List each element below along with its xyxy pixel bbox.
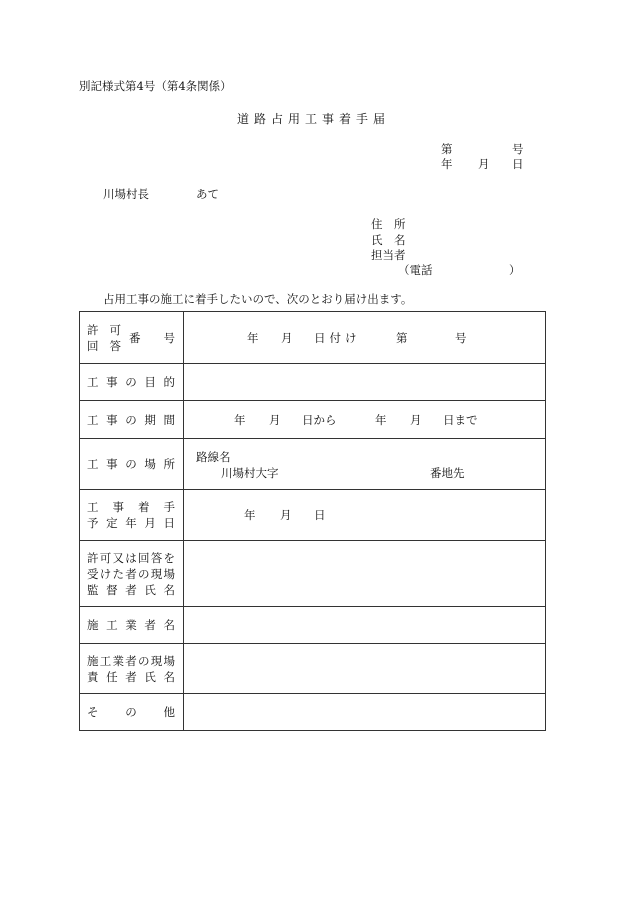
permit-number-label: 許可 回答 番号 [87,322,175,353]
date-day: 日 [512,157,524,171]
row-purpose [80,364,546,401]
address-label: 住 所 [371,217,406,231]
row-supervisor [80,541,546,607]
row-other [80,694,546,731]
contractor-label: 施工業者名 [87,618,175,632]
supervisor-label-1: 許可又は回答を [87,550,175,565]
village-label: 川場村大字 [221,466,279,480]
period-value[interactable]: 年 月 日から 年 月 日まで [184,401,546,439]
form-title: 道路占用工事着手届 [237,112,391,126]
row-period [80,401,546,439]
start-label-2: 予定年月日 [87,516,175,530]
notice-table [79,311,546,731]
manager-label-2: 責任者氏名 [87,669,175,684]
addressee-suffix: あて [196,187,219,201]
addressee-name: 川場村長 [103,187,149,201]
supervisor-label-2: 受けた者の現場 [87,566,175,581]
row-permit-number [80,312,546,364]
contact-label: 担当者 [371,248,406,262]
row-start-date [80,490,546,541]
date-year: 年 [441,157,453,171]
supervisor-label-3: 監督者氏名 [87,582,175,597]
date-month: 月 [478,157,490,171]
row-site-manager [80,644,546,694]
period-label: 工事の期間 [87,412,175,427]
supervisor-value[interactable] [184,541,546,607]
start-label-1: 工事着手 [87,500,175,514]
phone-close: ） [509,263,521,277]
site-manager-value[interactable] [184,644,546,694]
purpose-label: 工事の目的 [87,375,175,389]
location-value[interactable] [184,439,546,490]
manager-label-1: 施工業者の現場 [87,653,175,668]
location-label: 工事の場所 [87,457,175,471]
intro-sentence: 占用工事の施工に着手したいので、次のとおり届け出ます。 [103,292,413,306]
start-date-value[interactable]: 年 月 日 [184,490,546,541]
other-label: その他 [87,705,175,719]
permit-number-value[interactable]: 年 月 日付け 第 号 [184,312,546,364]
phone-open: （電話 [398,263,433,277]
route-name-label: 路線名 [196,450,231,464]
lot-label: 番地先 [430,466,465,480]
other-value[interactable] [184,694,546,731]
doc-number-prefix: 第 [441,142,453,156]
name-label: 氏 名 [371,233,406,247]
row-location [80,439,546,490]
form-reference: 別記様式第4号（第4条関係） [79,79,232,93]
row-contractor [80,607,546,644]
doc-number-suffix: 号 [512,142,524,156]
purpose-value[interactable] [184,364,546,401]
contractor-value[interactable] [184,607,546,644]
